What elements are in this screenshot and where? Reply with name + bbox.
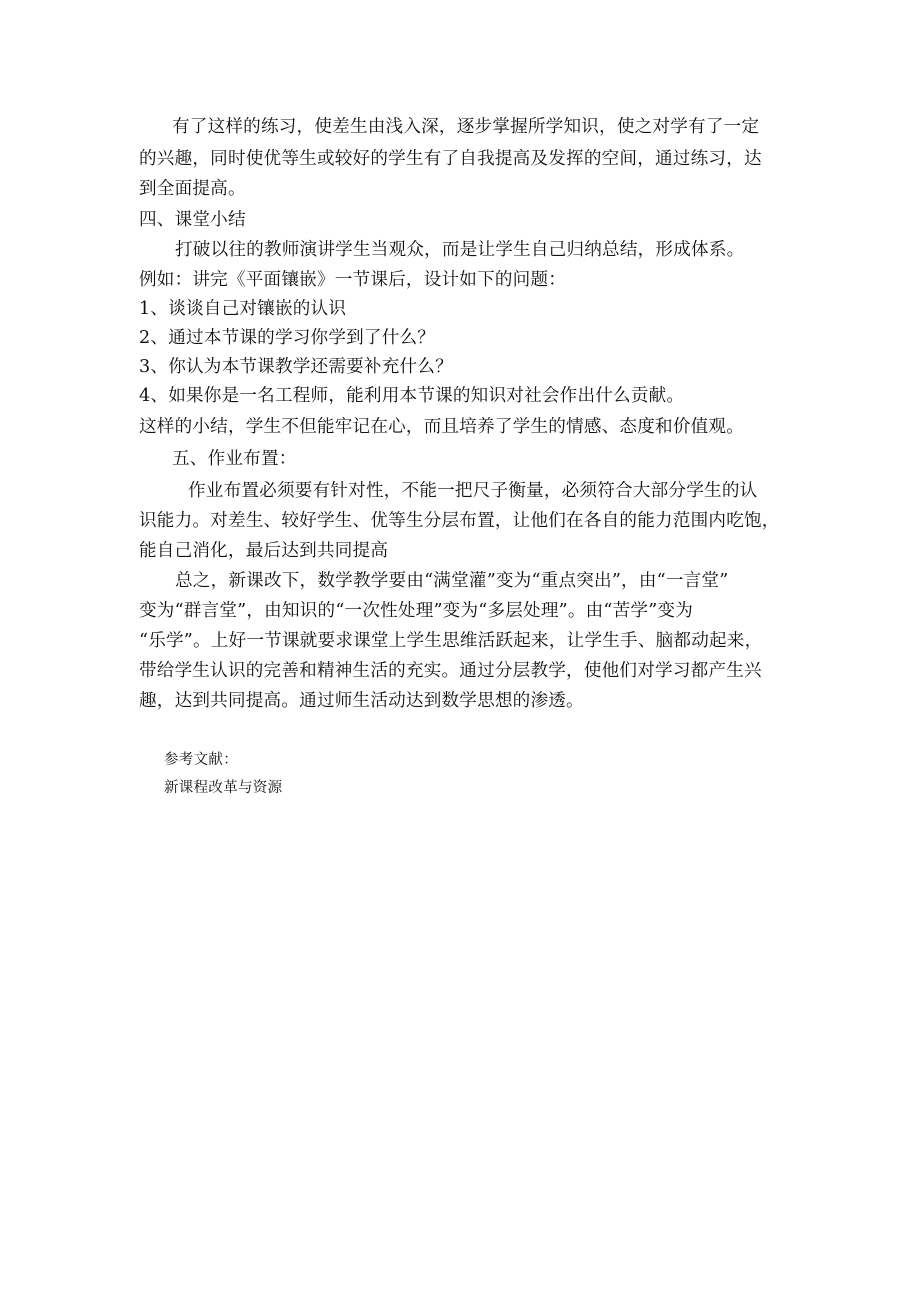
reference-item-1: 新课程改革与资源 xyxy=(164,780,283,796)
section5-body-line-2: 识能力。对差生、较好学生、优等生分层布置，让他们在各自的能力范围内吃饱， xyxy=(139,511,780,531)
summary-line-1: 总之，新课改下，数学教学要由“满堂灌”变为“重点突出”，由“一言堂” xyxy=(175,571,729,591)
practice-line-3: 到全面提高。 xyxy=(139,179,246,199)
section4-conclusion: 这样的小结，学生不但能牢记在心，而且培养了学生的情感、态度和价值观。 xyxy=(139,417,744,437)
summary-line-5: 趣，达到共同提高。通过师生活动达到数学思想的渗透。 xyxy=(139,691,584,711)
question-1: 1、谈谈自己对镶嵌的认识 xyxy=(139,299,347,319)
section5-body-line-1: 作业布置必须要有针对性，不能一把尺子衡量，必须符合大部分学生的认 xyxy=(188,481,758,501)
section4-intro-line-1: 打破以往的教师演讲学生当观众，而是让学生自己归纳总结，形成体系。 xyxy=(175,240,745,260)
question-2: 2、通过本节课的学习你学到了什么？ xyxy=(139,328,436,348)
references-heading: 参考文献： xyxy=(164,752,238,768)
question-3: 3、你认为本节课教学还需要补充什么？ xyxy=(139,357,453,377)
summary-line-4: 带给学生认识的完善和精神生活的充实。通过分层教学，使他们对学习都产生兴 xyxy=(139,661,762,681)
section5-body-line-3: 能自己消化，最后达到共同提高 xyxy=(139,541,389,561)
question-4: 4、如果你是一名工程师，能利用本节课的知识对社会作出什么贡献。 xyxy=(139,386,685,406)
section4-heading: 四、课堂小结 xyxy=(139,210,246,230)
summary-line-2: 变为“群言堂”，由知识的“一次性处理”变为“多层处理”。由“苦学”变为 xyxy=(139,601,693,621)
section5-heading: 五、作业布置： xyxy=(172,449,297,469)
practice-line-1: 有了这样的练习，使差生由浅入深，逐步掌握所学知识，使之对学有了一定 xyxy=(172,117,760,137)
practice-line-2: 的兴趣，同时使优等生或较好的学生有了自我提高及发挥的空间，通过练习，达 xyxy=(139,149,762,169)
section4-intro-line-2: 例如：讲完《平面镶嵌》一节课后，设计如下的问题： xyxy=(139,270,567,290)
summary-line-3: “乐学”。上好一节课就要求课堂上学生思维活跃起来，让学生手、脑都动起来， xyxy=(139,631,763,651)
